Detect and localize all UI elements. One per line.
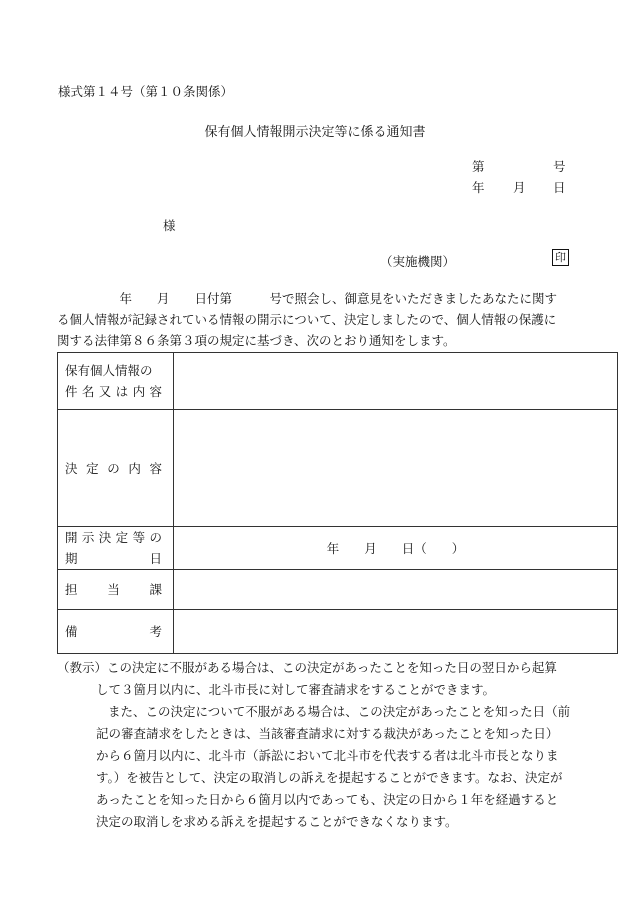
- label-line-spread: [65, 548, 162, 569]
- label-char: 又: [98, 384, 112, 399]
- label-char: 開: [65, 530, 78, 545]
- label-char: 名: [81, 384, 95, 399]
- table-row-department: [58, 570, 618, 610]
- label-remarks: [58, 610, 174, 654]
- label-char: 当: [107, 582, 120, 597]
- issue-date-day: 日: [553, 180, 566, 195]
- label-decision: [58, 410, 174, 527]
- document-number-suffix: 号: [553, 159, 566, 174]
- notice-line: して３箇月以内に、北斗市長に対して審査請求をすることができます。: [96, 682, 496, 697]
- notice-line: 記の審査請求をしたときは、当該審査請求に対する裁決があったことを知った日）: [96, 726, 559, 741]
- label-char: 備: [65, 624, 78, 639]
- label-char: 容: [149, 460, 162, 476]
- label-char: 容: [149, 384, 162, 399]
- label-char: は: [115, 384, 129, 399]
- disclosure-date-text: 年 月 日（ ）: [326, 541, 465, 556]
- notice-text: この決定に不服がある場合は、この決定があったことを知った日の翌日から起算: [107, 660, 557, 675]
- label-document-name: [58, 353, 174, 410]
- label-char: 示: [81, 530, 95, 545]
- label-line-spread: [65, 381, 162, 402]
- label-char: 定: [86, 460, 99, 476]
- label-line-spread: [65, 579, 162, 600]
- notice-line: す。）を被告として、決定の取消しの訴えを提起することができます。なお、決定が: [96, 770, 563, 785]
- label-char: 内: [128, 460, 141, 476]
- body-paragraph: [57, 288, 572, 351]
- value-remarks[interactable]: [174, 610, 618, 654]
- value-department[interactable]: [174, 570, 618, 610]
- issue-date-month: 月: [513, 180, 526, 195]
- document-title: 保有個人情報開示決定等に係る通知書: [204, 125, 426, 140]
- label-char: 日: [149, 551, 162, 566]
- agency-label: （実施機関）: [380, 254, 456, 269]
- label-line: 保有個人情報の: [65, 363, 153, 378]
- notice-line: また、この決定について不服がある場合は、この決定があったことを知った日（前: [108, 704, 571, 719]
- label-department: [58, 570, 174, 610]
- label-char: の: [107, 460, 120, 476]
- document-number-prefix: 第: [472, 159, 485, 174]
- label-line-spread: [65, 458, 162, 479]
- label-char: 考: [149, 624, 162, 639]
- notice-section: [57, 657, 622, 833]
- label-line-spread: [65, 621, 162, 642]
- form-number: 様式第１４号（第１０条関係）: [58, 84, 234, 99]
- notice-label: （教示）: [57, 660, 108, 675]
- label-char: 担: [65, 582, 78, 597]
- notice-line: あったことを知った日から６箇月以内であっても、決定の日から１年を経過すると: [96, 792, 559, 807]
- notice-line: [57, 657, 622, 679]
- notice-line: 決定の取消しを求める訴えを提起することができなくなります。: [96, 814, 458, 829]
- issue-date-year: 年: [472, 180, 485, 195]
- body-line: る個人情報が記録されている情報の開示について、決定しましたので、個人情報の保護に: [57, 312, 557, 327]
- table-row-disclosure-date: [58, 527, 618, 570]
- body-line: 関する法律第８６条第３項の規定に基づき、次のとおり通知をします。: [57, 333, 456, 348]
- notice-line: から６箇月以内に、北斗市（訴訟において北斗市を代表する者は北斗市長となりま: [96, 748, 559, 763]
- label-char: 課: [149, 582, 162, 597]
- recipient-honorific: 様: [163, 218, 176, 233]
- value-document-name[interactable]: [174, 353, 618, 410]
- decision-table: [57, 352, 618, 654]
- value-decision[interactable]: [174, 410, 618, 527]
- label-char: 内: [132, 384, 146, 399]
- label-disclosure-date: [58, 527, 174, 570]
- label-char: 定: [115, 530, 129, 545]
- label-char: 等: [132, 530, 146, 545]
- label-char: の: [149, 530, 162, 545]
- label-char: 決: [98, 530, 112, 545]
- label-char: 件: [65, 384, 78, 399]
- label-char: 決: [65, 460, 78, 476]
- table-row-document-name: [58, 353, 618, 410]
- table-row-decision: [58, 410, 618, 527]
- table-row-remarks: [58, 610, 618, 654]
- body-line: 年 月 日付第 号で照会し、御意見をいただきましたあなたに関す: [57, 291, 558, 306]
- value-disclosure-date[interactable]: [174, 527, 618, 570]
- seal-mark: 印: [552, 249, 569, 266]
- label-char: 期: [65, 551, 78, 566]
- label-line-spread: [65, 527, 162, 548]
